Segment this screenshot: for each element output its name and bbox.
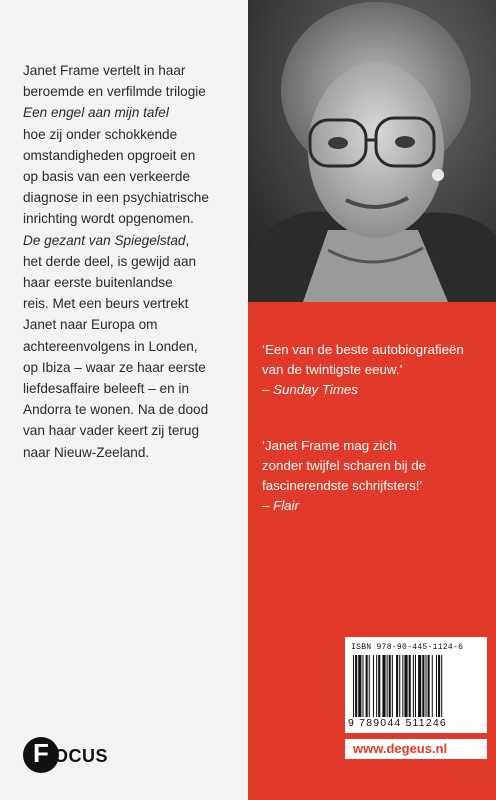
barcode-bar bbox=[441, 655, 442, 717]
blurb-line: naar Nieuw-Zeeland. bbox=[23, 444, 150, 460]
review-quote-1 bbox=[262, 340, 492, 400]
barcode-bar bbox=[387, 655, 388, 717]
barcode-bar bbox=[428, 655, 430, 717]
barcode-bar bbox=[389, 655, 391, 717]
blurb-line: haar eerste buitenlandse bbox=[23, 275, 173, 291]
barcode-bar bbox=[392, 655, 393, 717]
blurb-line: inrichting wordt opgenomen. bbox=[23, 211, 194, 227]
barcode-bar bbox=[382, 655, 385, 717]
blurb-line: beroemde en verfilmde trilogie bbox=[23, 84, 206, 100]
isbn-number: ISBN 978-90-445-1124-6 bbox=[351, 643, 464, 652]
quote-source: – Sunday Times bbox=[262, 382, 358, 397]
barcode-bar bbox=[404, 655, 407, 717]
barcode-bar bbox=[369, 655, 370, 717]
blurb-line: op Ibiza – waar ze haar eerste bbox=[23, 359, 206, 375]
blurb-line: Janet Frame vertelt in haar bbox=[23, 63, 186, 78]
ean-number: 9 789044 511246 bbox=[348, 717, 447, 729]
barcode-bar bbox=[415, 655, 416, 717]
blurb-line: op basis van een verkeerde bbox=[23, 169, 191, 185]
blurb-text bbox=[23, 60, 243, 463]
barcode-bar bbox=[376, 655, 377, 717]
focus-logo bbox=[23, 737, 123, 777]
barcode-bar bbox=[353, 655, 354, 717]
blurb-line-book-title: Een engel aan mijn tafel bbox=[23, 105, 169, 121]
barcode-bar bbox=[399, 655, 400, 717]
barcode-bar bbox=[413, 655, 414, 717]
quote-line: ‘Janet Frame mag zich bbox=[262, 438, 397, 453]
book-title: De gezant van Spiegelstad bbox=[23, 232, 186, 248]
author-photo bbox=[248, 0, 496, 302]
blurb-line: diagnose in een psychiatrische bbox=[23, 190, 209, 206]
barcode-bar bbox=[396, 655, 398, 717]
blurb-line: reis. Met een beurs vertrekt bbox=[23, 296, 189, 312]
review-quote-2 bbox=[262, 436, 492, 516]
punctuation: , bbox=[185, 232, 190, 248]
blurb-line: achtereenvolgens in Londen, bbox=[23, 338, 198, 354]
barcode-bar bbox=[409, 655, 411, 717]
blurb-line: hoe zij onder schokkende bbox=[23, 126, 178, 142]
barcode-bar bbox=[436, 655, 437, 717]
quote-line: ‘Een van de beste autobiografieën bbox=[262, 342, 464, 357]
publisher-url-box bbox=[345, 739, 487, 759]
blurb-line-book-title bbox=[23, 230, 243, 251]
quote-line: van de twintigste eeuw.’ bbox=[262, 362, 403, 377]
quote-line: zonder twijfel scharen bij de bbox=[262, 458, 427, 473]
barcode-bar bbox=[358, 655, 361, 717]
blurb-line: Janet naar Europa om bbox=[23, 317, 158, 333]
barcode-bar bbox=[373, 655, 374, 717]
quote-source: – Flair bbox=[262, 498, 299, 513]
blurb-line: liefdesaffaire beleeft – en in bbox=[23, 381, 190, 397]
barcode-bars bbox=[353, 655, 479, 717]
blurb-line: omstandigheden opgroeit en bbox=[23, 147, 196, 163]
barcode-bar bbox=[355, 655, 357, 717]
barcode-bar bbox=[422, 655, 424, 717]
barcode-box bbox=[345, 637, 487, 733]
barcode-bar bbox=[425, 655, 426, 717]
barcode-bar bbox=[366, 655, 368, 717]
barcode-bar bbox=[402, 655, 403, 717]
blurb-line: van haar vader keert zij terug bbox=[23, 423, 200, 439]
blurb-line: Andorra te wonen. Na de dood bbox=[23, 402, 209, 418]
barcode-bar bbox=[432, 655, 433, 717]
blurb-line: het derde deel, is gewijd aan bbox=[23, 253, 197, 269]
focus-logo-letter: F bbox=[33, 738, 49, 768]
publisher-url[interactable]: www.degeus.nl bbox=[353, 741, 448, 756]
barcode-bar bbox=[378, 655, 380, 717]
barcode-bar bbox=[418, 655, 421, 717]
barcode-bar bbox=[362, 655, 363, 717]
barcode-bar bbox=[438, 655, 440, 717]
quote-line: fascinerendste schrijfsters!’ bbox=[262, 478, 423, 493]
focus-logo-text: OCUS bbox=[54, 746, 109, 766]
